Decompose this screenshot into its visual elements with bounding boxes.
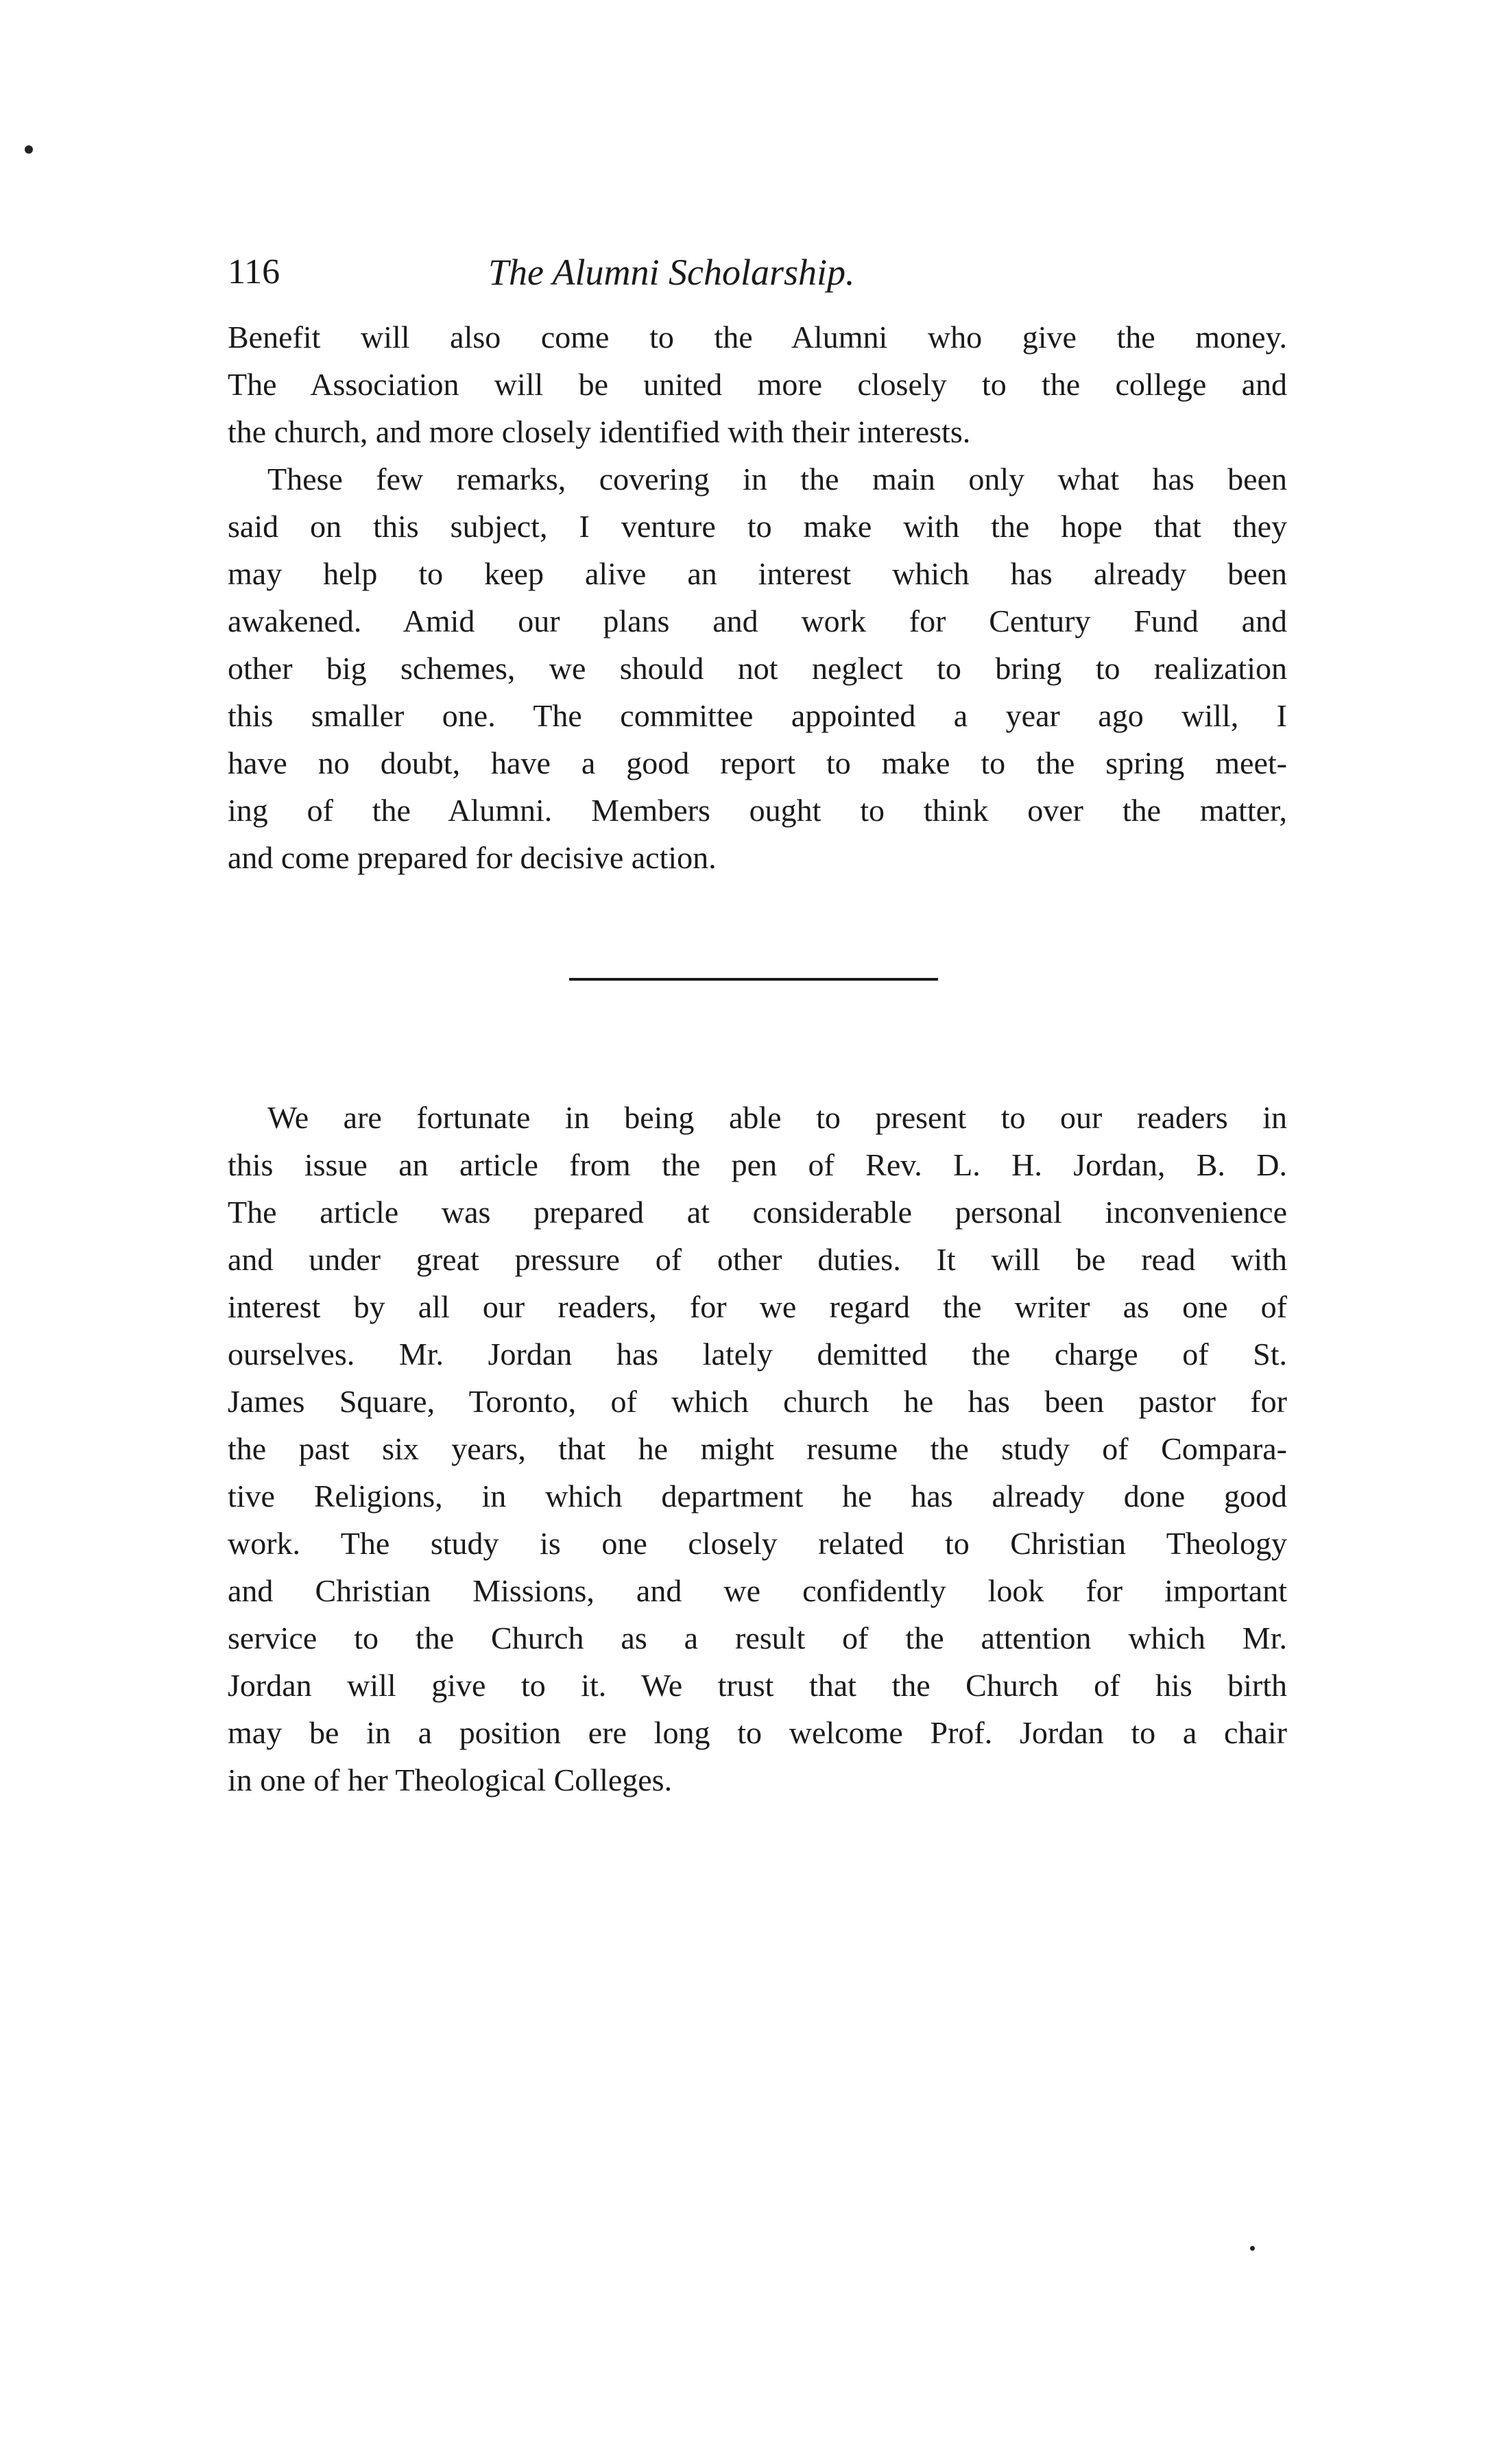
text-line: Jordan will give to it. We trust that the Church of his birth	[228, 1668, 1287, 1703]
text-line: in one of her Theological Colleges.	[228, 1762, 673, 1797]
text-line: James Square, Toronto, of which church he has been pastor for	[228, 1384, 1287, 1419]
text-line: the church, and more closely identified with their interests.	[228, 414, 971, 449]
text-line: have no doubt, have a good report to make to the spring meet-	[228, 745, 1287, 780]
text-line: ourselves. Mr. Jordan has lately demitted the charge of St.	[228, 1337, 1287, 1372]
text-line: may help to keep alive an interest which has already been	[228, 556, 1287, 591]
section-divider	[569, 978, 938, 981]
text-line: tive Religions, in which department he has already done good	[228, 1479, 1287, 1514]
text-line: and come prepared for decisive action.	[228, 840, 717, 875]
text-line: this issue an article from the pen of Rev. L. H. Jordan, B. D.	[228, 1147, 1287, 1182]
running-title: The Alumni Scholarship.	[488, 252, 855, 293]
text-line: the past six years, that he might resume the study of Compara-	[228, 1431, 1287, 1466]
text-line: awakened. Amid our plans and work for Century Fund and	[228, 603, 1287, 638]
ink-speck	[25, 145, 33, 154]
page-number: 116	[228, 252, 280, 291]
text-line: service to the Church as a result of the attention which Mr.	[228, 1620, 1287, 1655]
text-line: interest by all our readers, for we regard the writer as one of	[228, 1289, 1287, 1324]
text-line: work. The study is one closely related to Christian Theology	[228, 1526, 1287, 1561]
running-head	[228, 248, 1291, 296]
text-line: These few remarks, covering in the main only what has been	[267, 462, 1287, 497]
text-line: other big schemes, we should not neglect to bring to realization	[228, 651, 1287, 686]
text-line: The Association will be united more closely to the college and	[228, 367, 1287, 402]
text-line: and Christian Missions, and we confidently look for important	[228, 1573, 1287, 1608]
paragraph-block-alumni	[228, 313, 1287, 881]
text-line: The article was prepared at considerable personal inconvenience	[228, 1195, 1287, 1230]
text-line: We are fortunate in being able to present to our readers in	[267, 1100, 1287, 1135]
text-line: ing of the Alumni. Members ought to think over the matter,	[228, 793, 1287, 828]
paragraph-block-jordan	[228, 1094, 1287, 1804]
text-line: this smaller one. The committee appointed a year ago will, I	[228, 698, 1287, 733]
text-line: said on this subject, I venture to make with the hope that they	[228, 509, 1287, 544]
text-line: may be in a position ere long to welcome Prof. Jordan to a chair	[228, 1715, 1287, 1750]
text-line: and under great pressure of other duties. It will be read with	[228, 1242, 1287, 1277]
ink-speck	[1250, 2246, 1255, 2251]
text-line: Benefit will also come to the Alumni who give the money.	[228, 320, 1287, 355]
